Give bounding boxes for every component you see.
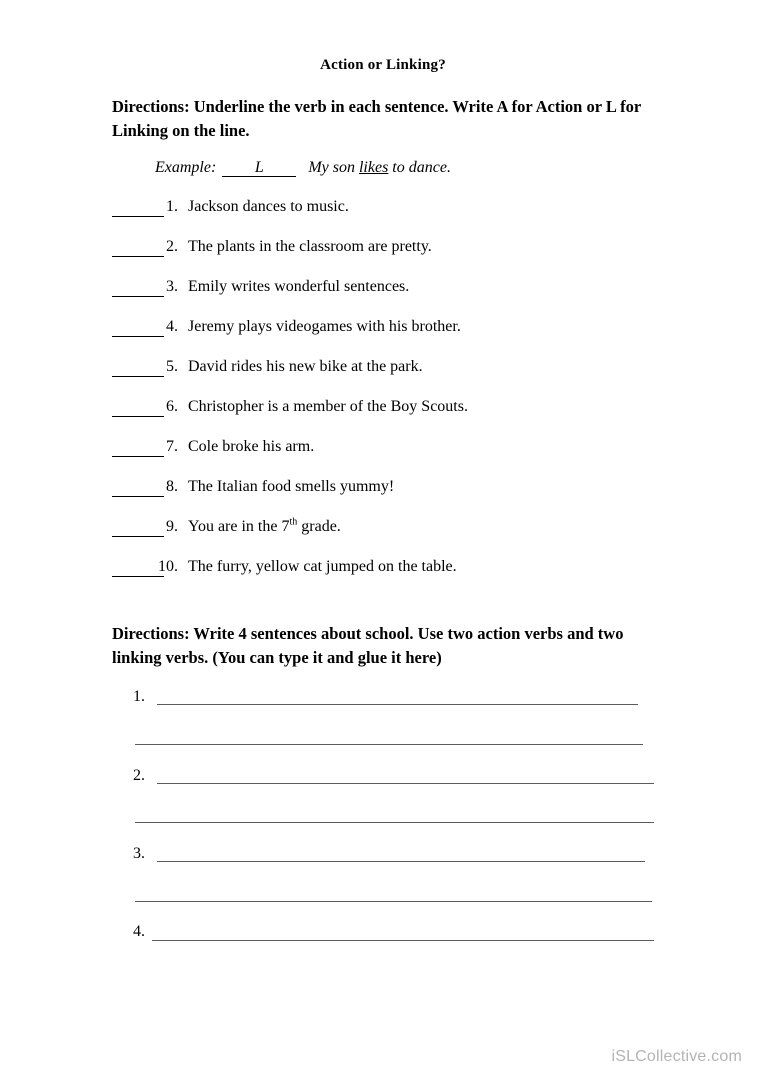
exercise-item-3 (112, 277, 672, 317)
writing-line-2a[interactable] (157, 783, 654, 784)
directions-paragraph-1: Directions: Underline the verb in each sentence. Write A for Action or L for Linking on the line. (112, 97, 641, 140)
exercise-item-4 (112, 317, 672, 357)
example-row (155, 159, 451, 177)
exercise-9-base: You are in the 7 (188, 518, 290, 535)
exercise-sentence-3: Emily writes wonderful sentences. (188, 278, 410, 295)
page-title: Action or Linking? (320, 57, 446, 73)
writing-number-4: 4. (133, 923, 145, 940)
example-sentence (308, 159, 451, 176)
writing-line-2b[interactable] (135, 822, 654, 823)
footer-watermark: iSLCollective.com (611, 1048, 742, 1065)
exercise-number-7: 7. (166, 438, 178, 455)
example-underlined-verb: likes (358, 159, 389, 176)
exercise-number-5: 5. (166, 358, 178, 375)
exercise-sentence-10: The furry, yellow cat jumped on the table. (188, 558, 457, 575)
example-sentence-before: My son (308, 159, 359, 176)
exercise-list (112, 197, 672, 597)
exercise-number-4: 4. (166, 318, 178, 335)
example-answer-blank: L (222, 160, 296, 177)
exercise-number-9: 9. (166, 518, 178, 535)
exercise-item-10 (112, 557, 672, 597)
answer-blank-2[interactable] (112, 256, 164, 257)
answer-blank-7[interactable] (112, 456, 164, 457)
answer-blank-8[interactable] (112, 496, 164, 497)
exercise-number-2: 2. (166, 238, 178, 255)
exercise-sentence-7: Cole broke his arm. (188, 438, 315, 455)
exercise-item-5 (112, 357, 672, 397)
exercise-number-8: 8. (166, 478, 178, 495)
answer-blank-5[interactable] (112, 376, 164, 377)
exercise-sentence-2: The plants in the classroom are pretty. (188, 238, 432, 255)
writing-number-3: 3. (133, 845, 145, 862)
exercise-sentence-8: The Italian food smells yummy! (188, 478, 395, 495)
directions-paragraph-2: Directions: Write 4 sentences about school. Use two action verbs and two linking verbs. (You can type it and glue it here) (112, 624, 624, 667)
exercise-number-3: 3. (166, 278, 178, 295)
exercise-number-10: 10. (158, 558, 178, 575)
answer-blank-10[interactable] (112, 576, 164, 577)
exercise-item-8 (112, 477, 672, 517)
writing-line-1b[interactable] (135, 744, 643, 745)
exercise-number-6: 6. (166, 398, 178, 415)
answer-blank-1[interactable] (112, 216, 164, 217)
exercise-sentence-1: Jackson dances to music. (188, 198, 349, 215)
writing-number-2: 2. (133, 767, 145, 784)
writing-line-3b[interactable] (135, 901, 652, 902)
example-label: Example: (155, 159, 217, 176)
writing-line-1a[interactable] (157, 704, 638, 705)
writing-number-1: 1. (133, 688, 145, 705)
exercise-item-9 (112, 517, 672, 557)
writing-line-3a[interactable] (157, 861, 645, 862)
answer-blank-9[interactable] (112, 536, 164, 537)
exercise-item-2 (112, 237, 672, 277)
exercise-sentence-9 (188, 518, 341, 536)
answer-blank-3[interactable] (112, 296, 164, 297)
example-sentence-after: to dance. (388, 159, 451, 176)
exercise-sentence-5: David rides his new bike at the park. (188, 358, 423, 375)
exercise-9-tail: grade. (297, 518, 341, 535)
exercise-item-1 (112, 197, 672, 237)
exercise-sentence-6: Christopher is a member of the Boy Scouts. (188, 398, 468, 415)
exercise-item-6 (112, 397, 672, 437)
exercise-sentence-4: Jeremy plays videogames with his brother. (188, 318, 461, 335)
answer-blank-4[interactable] (112, 336, 164, 337)
writing-line-4a[interactable] (152, 940, 654, 941)
exercise-number-1: 1. (166, 198, 178, 215)
answer-blank-6[interactable] (112, 416, 164, 417)
exercise-9-ordinal-suffix: th (289, 516, 298, 528)
exercise-item-7 (112, 437, 672, 477)
